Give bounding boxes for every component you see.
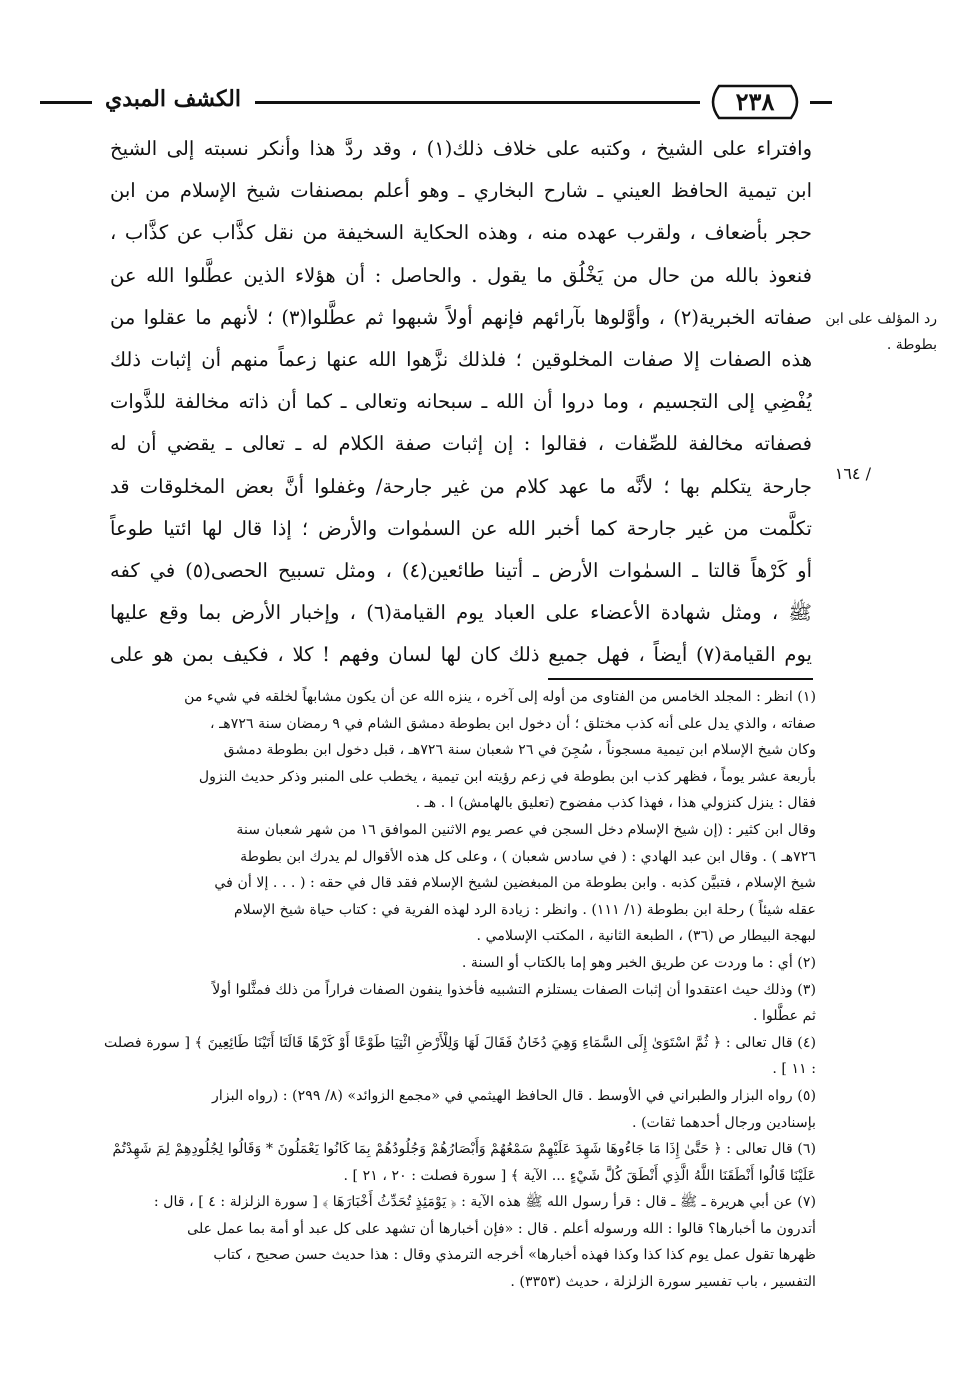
- header-rule-right: [810, 101, 832, 104]
- footnote-line: لبهجة البيطار ص (٣٦) ، الطبعة الثانية ، المكتب الإسلامي .: [476, 928, 816, 945]
- main-text: [110, 128, 812, 676]
- footnote-line: (٣) وذلك حيث اعتقدوا أن إثبات الصفات يستلزم التشبيه فأخذوا ينفون الصفات فراراً من ذلك فمثَّلوا أولاً: [212, 981, 816, 998]
- text-line: وافتراء على الشيخ ، وكتبه على خلاف ذلك(١) ، وقد ردَّ هذا وأنكر نسبته إلى الشيخ: [110, 137, 812, 160]
- text-line: هذه الصفات إلا صفات المخلوقين ؛ فلذلك نزَّهوا الله عنها زعماً منهم أن إثبات ذلك: [110, 347, 812, 371]
- margin-side-note: رد المؤلف على ابن بطوطة .: [825, 311, 937, 353]
- footnote-line: بإسنادين ورجال أحدهما ثقات) .: [632, 1114, 816, 1131]
- footnote-line: بأربعة عشر يوماً ، فظهر كذب ابن بطوطة في زعم رؤيته ابن تيمية ، يخطب على المنبر وذكر حديث النزول: [198, 768, 816, 785]
- footnote-line: أتدرون ما أخبارها؟ قالوا : الله ورسوله أعلم . قال : «فإن أخبارها أن تشهد على كل عبد أو أمة بما عمل على: [187, 1220, 816, 1237]
- text-line: أو كَرْهاً قالتا ـ السمٰوات الأرض ـ أتينا طائعين(٤) ، ومثل تسبيح الحصى(٥) في كفه: [110, 558, 812, 582]
- text-line: يُفْضِي إلى التجسيم ، وما دروا أن الله ـ سبحانه وتعالى ـ كما أن ذاته مخالفة للذَّوات: [110, 390, 812, 414]
- text-line: ﷺ ، ومثل شهادة الأعضاء على العباد يوم القيامة(٦) ، وإخبار الأرض بما وقع عليها: [110, 601, 812, 625]
- footnote-line: (٧) عن أبي هريرة ـ ﷺ ـ قال : قرأ رسول الله ﷺ هذه الآية : ﴿ يَوْمَئِذٍ تُحَدِّثُ أَخْبَارَهَا ﴾ [ سورة الزلزلة : ٤ ] ، قال :: [153, 1194, 816, 1211]
- footnote-line: عَلَيْنَا قَالُوا أَنْطَقَنَا اللَّهُ الَّذِي أَنْطَقَ كُلَّ شَيْءٍ ... الآية ﴾ [ سورة فصلت : ٢٠ ، ٢١ ] .: [343, 1167, 816, 1184]
- text-line: يوم القيامة(٧) أيضاً ، فهل جميع ذلك كان لها لسان وفهم ! كلا ، فكيف بمن هو على: [110, 643, 812, 667]
- text-line: حجر بأضعاف ، ولقرب عهده منه ، وهذه الحكاية السخيفة من نقل كذَّاب عن كذَّاب ،: [110, 221, 812, 245]
- page-number: ٢٣٨: [735, 87, 775, 116]
- text-line: فنعوذ بالله من حال من يَخْلُق ما يقول . والحاصل : أن هؤلاء الذين عطَّلوا الله عن: [110, 263, 812, 287]
- footnote-line: وقال ابن كثير : (إن شيخ الإسلام دخل السجن في عصر يوم الاثنين الموافق ١٦ من شهر شعبان سنة: [236, 821, 816, 838]
- footnote-separator: [548, 678, 813, 680]
- footnote-line: التفسير ، باب تفسير سورة الزلزلة ، حديث (٣٣٥٣) .: [510, 1274, 816, 1291]
- footnote-line: صفاته ، والذي يدل على أنه كذب مختلق ؛ أن دخول ابن بطوطة دمشق الشام في ٩ رمضان سنة ٧٢٦هـ ،: [209, 715, 816, 732]
- page-header: [40, 82, 920, 126]
- text-line: جارحة يتكلم بها ؛ لأنَّه ما عهد كلام من غير جارحة/ وغفلوا أنَّ بعض المخلوقات قد: [110, 474, 812, 498]
- text-line: ابن تيمية الحافظ العيني ـ شارح البخاري ـ وهو أعلم بمصنفات شيخ الإسلام من ابن: [110, 179, 812, 203]
- original-page-marker: / ١٦٤: [834, 464, 871, 483]
- footnote-line: (٥) رواه البزار والطبراني في الأوسط . قال الحافظ الهيثمي في «مجمع الزوائد» (٨/ ٢٩٩) : (رواه البزار: [211, 1087, 816, 1104]
- footnote-line: (٢) أي : ما وردت عن طريق الخبر وهو إما بالكتاب أو السنة .: [461, 954, 816, 971]
- footnote-line: ظهرها تقول عمل يوم كذا كذا وكذا فهذه أخبارها» أخرجه الترمذي وقال : هذا حديث حسن صحيح ، كتاب: [213, 1247, 816, 1264]
- footnotes: [104, 684, 816, 1296]
- header-rule-left: [40, 101, 92, 104]
- footnote-line: وكان شيخ الإسلام ابن تيمية مسجوناً ، سُجِنَ في ٢٦ شعبان سنة ٧٢٦هـ ، قبل دخول ابن بطوطة دمشق: [223, 742, 816, 759]
- footnote-line: شيخ الإسلام ، فتبيَّن كذبه . وابن بطوطة من المبغضين لشيخ الإسلام فقد قال في حقه : ( . . . إلا أن في: [214, 875, 816, 892]
- footnote-line: فقال : ينزل كنزولي هذا ، فهذا كذب مفضوح (تعليق بالهامش) ا . هـ .: [415, 795, 816, 812]
- footnote-line: (٤) قال تعالى : ﴿ ثُمَّ اسْتَوَىٰ إِلَى السَّمَاءِ وَهِيَ دُخَانٌ فَقَالَ لَهَا وَلِلْأَرْضِ ائْتِيَا طَوْعًا أَوْ كَرْهًا قَالَتَا أَتَيْنَا طَائِعِينَ ﴾ [ سورة فصلت : ١١ ] .: [104, 1034, 816, 1078]
- footnote-line: (١) انظر : المجلد الخامس من الفتاوى من أوله إلى آخره ، ينزه الله عن أن يكون مشابهاً لخلقه في شيء من: [184, 689, 816, 705]
- page-number-frame: [705, 82, 805, 122]
- book-title: الكشف المبدي: [105, 86, 241, 112]
- text-line: صفاته الخبرية(٢) ، وأوَّلوها بآرائهم فإنهم أولاً شبهوا ثم عطَّلوا(٣) ؛ لأنهم ما عقلوا من: [110, 305, 812, 329]
- footnote-line: ٧٢٦هـ ) . وقال ابن عبد الهادي : ( في سادس شعبان ) ، وعلى كل هذه الأقوال لم يدرك ابن بطوطة: [240, 848, 816, 865]
- footnote-line: (٦) قال تعالى : ﴿ حَتَّىٰ إِذَا مَا جَاءُوهَا شَهِدَ عَلَيْهِمْ سَمْعُهُمْ وَأَبْصَارُهُمْ وَجُلُودُهُمْ بِمَا كَانُوا يَعْمَلُونَ * وَقَالُوا لِجُلُودِهِمْ لِمَ شَهِدْتُمْ: [112, 1141, 816, 1158]
- header-rule-middle: [255, 101, 700, 104]
- text-line: فصفاته مخالفة للصِّفات ، فقالوا : إن إثبات صفة الكلام له ـ تعالى ـ يقضي أن له: [110, 432, 812, 456]
- text-line: تكلَّمت من غير جارحة كما أخبر الله عن السمٰوات والأرض ؛ إذا قال لها ائتيا طوعاً: [110, 516, 812, 540]
- footnote-line: ثم عطَّلوا .: [753, 1008, 816, 1025]
- footnote-line: عقله شيئاً ) رحلة ابن بطوطة (١/ ١١١) . وانظر : زيادة الرد لهذه الفرية في : كتاب حياة شيخ الإسلام: [234, 901, 816, 918]
